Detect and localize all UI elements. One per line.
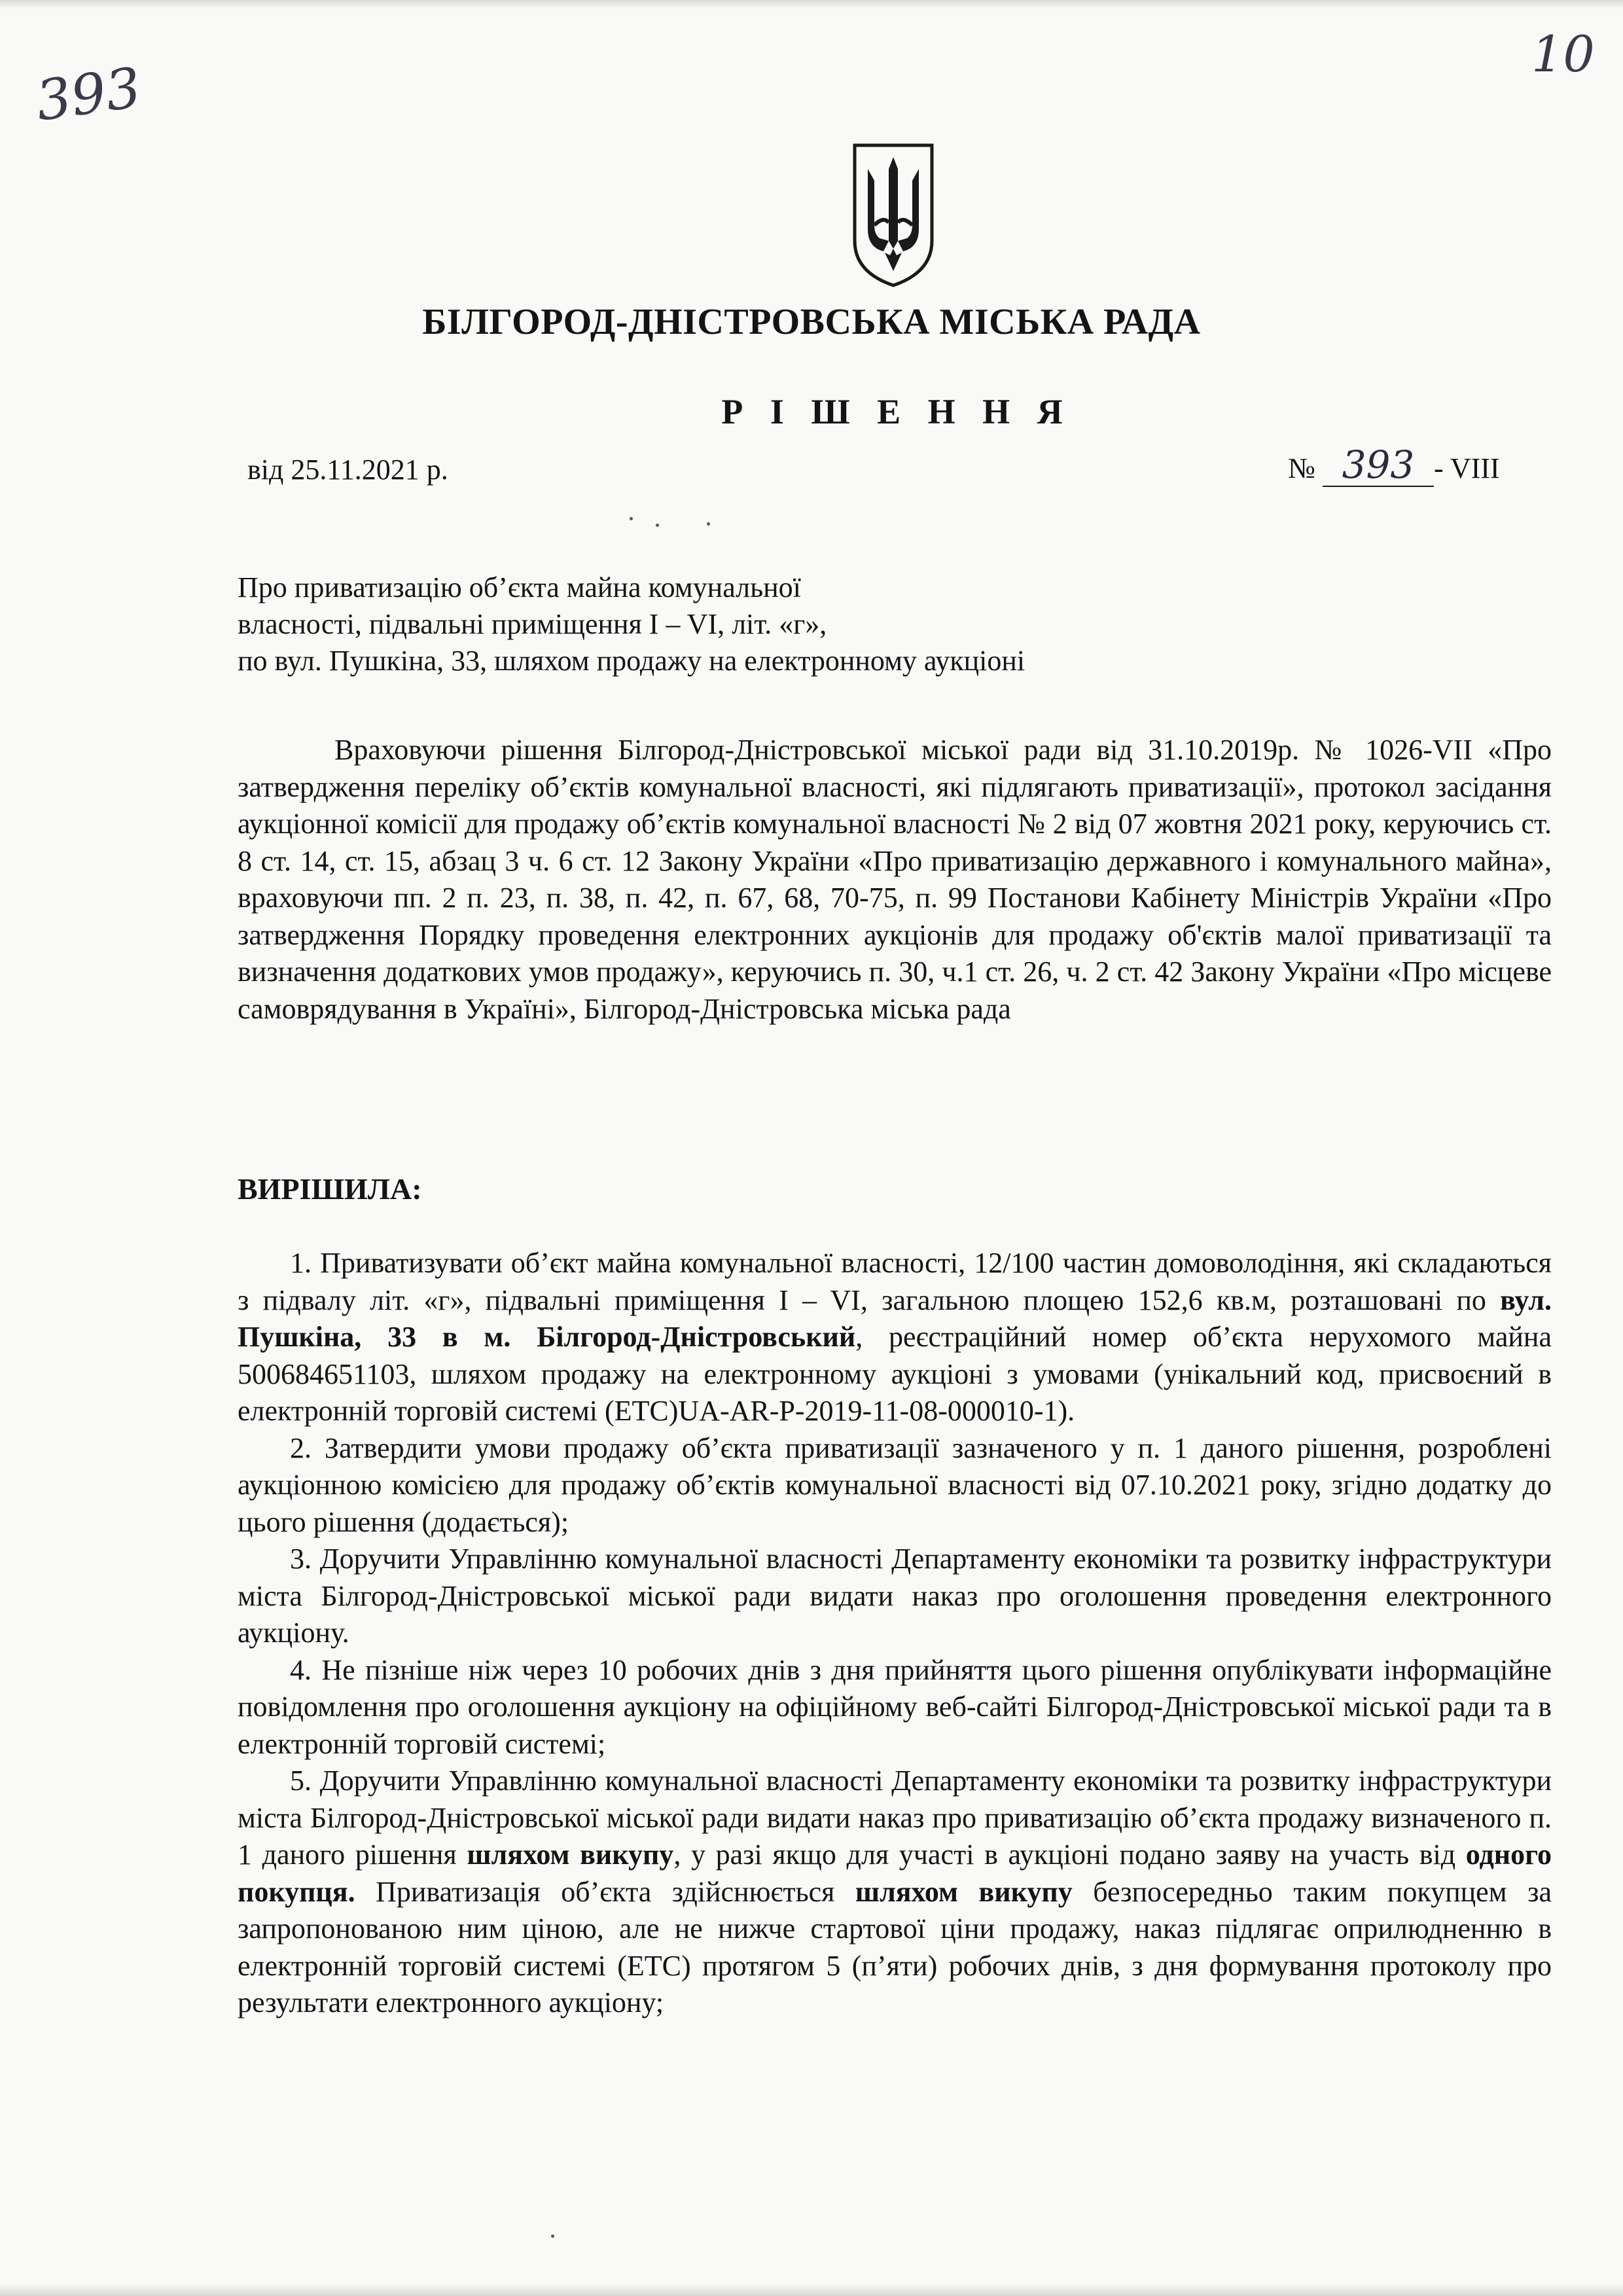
resolved-heading: ВИРІШИЛА: bbox=[238, 1172, 422, 1206]
point-bold-phrase: одного покупця. bbox=[238, 1839, 1552, 1908]
point-text: Доручити Управлінню комунальної власності Департаменту економіки та розвитку інфраструктури міста Білгород-Дністровської міської ради видати наказ про оголошення проведення електронного аукціону. bbox=[238, 1543, 1552, 1649]
decision-point-3 bbox=[238, 1541, 1552, 1652]
point-bold-address: вул. Пушкіна, 33 в м. Білгород-Дністровський bbox=[238, 1283, 1552, 1353]
point-text: Доручити Управлінню комунальної власності Департаменту економіки та розвитку інфраструктури міста Білгород-Дністровської міської ради видати наказ про приватизацію об’єкта продажу визначеного п. 1 даного рішення bbox=[238, 1765, 1552, 1871]
point-text: , у разі якщо для участі в аукціоні подано заяву на участь від bbox=[673, 1839, 1466, 1871]
point-number: 2. bbox=[290, 1431, 312, 1464]
handwritten-page-number-left: 393 bbox=[31, 55, 145, 134]
point-text: Приватизація об’єкта здійснюється bbox=[355, 1875, 855, 1908]
point-text: Не пізніше ніж через 10 робочих днів з дня прийняття цього рішення опублікувати інформаційне повідомлення про оголошення аукціону на офіційному веб-сайті Білгород-Дністровської міської ради та в електронній торговій системі; bbox=[238, 1653, 1552, 1760]
number-prefix: № bbox=[1288, 452, 1315, 484]
decision-subject bbox=[238, 569, 1025, 679]
handwritten-decision-number: 393 bbox=[1323, 444, 1434, 487]
council-name-heading: БІЛГОРОД-ДНІСТРОВСЬКА МІСЬКА РАДА bbox=[422, 302, 1201, 342]
decision-point-4 bbox=[238, 1652, 1552, 1763]
scan-speck bbox=[630, 517, 633, 520]
decision-number bbox=[1288, 444, 1500, 487]
point-number: 5. bbox=[290, 1765, 312, 1797]
scan-speck bbox=[707, 522, 710, 526]
decision-points bbox=[238, 1245, 1552, 2022]
subject-line-2: власності, підвальні приміщення I – VI, літ. «г», bbox=[238, 608, 827, 640]
point-text: безпосередньо таким покупцем за запропонованою ним ціною, але не нижче стартової ціни продажу, наказ підлягає оприлюдненню в електронній торговій системі (ЕТС) протягом 5 (п’яти) робочих днів, з дня формування протоколу про результати електронного аукціону; bbox=[238, 1875, 1552, 2018]
point-text: , реєстраційний номер об’єкта нерухомого майна 500684651103, шляхом продажу на електронному аукціоні з умовами (унікальний код, присвоєний в електронній торговій системі (ЕТС)UA-AR-P-2019-11-08-000010-1). bbox=[238, 1321, 1552, 1427]
scan-edge-top bbox=[0, 0, 1623, 9]
point-bold-phrase: шляхом викупу bbox=[467, 1839, 674, 1871]
point-text: Затвердити умови продажу об’єкта приватизації зазначеного у п. 1 даного рішення, розроблені аукціонною комісією для продажу об’єктів комунальної власності від 07.10.2021 року, згідно додатку до цього рішення (додається); bbox=[238, 1431, 1552, 1538]
point-text: Приватизувати об’єкт майна комунальної власності, 12/100 частин домоволодіння, які складаються з підвалу літ. «г», підвальні приміщення I – VI, загальною площею 152,6 кв.м, розташовані по bbox=[238, 1247, 1552, 1316]
subject-line-1: Про приватизацію об’єкта майна комунальної bbox=[238, 571, 801, 603]
subject-line-3: по вул. Пушкіна, 33, шляхом продажу на електронному аукціоні bbox=[238, 645, 1026, 677]
point-number: 3. bbox=[290, 1543, 312, 1575]
coat-of-arms-trident-icon bbox=[851, 143, 936, 288]
point-number: 4. bbox=[290, 1653, 312, 1686]
number-suffix: - VIII bbox=[1433, 452, 1500, 484]
decision-point-2 bbox=[238, 1430, 1552, 1541]
scan-edge-bottom bbox=[0, 2284, 1623, 2296]
scan-speck bbox=[656, 524, 659, 527]
point-bold-phrase: шляхом викупу bbox=[855, 1875, 1073, 1908]
decision-point-1 bbox=[238, 1245, 1552, 1430]
preamble-paragraph: Враховуючи рішення Білгород-Дністровської міської ради від 31.10.2019р. № 1026-VII «Про затвердження переліку об’єктів комунальної власності, які підлягають приватизації», протокол засідання аукціонної комісії для продажу об’єктів комунальної власності № 2 від 07 жовтня 2021 року, керуючись ст. 8 ст. 14, ст. 15, абзац 3 ч. 6 ст. 12 Закону України «Про приватизацію державного і комунального майна», враховуючи пп. 2 п. 23, п. 38, п. 42, п. 67, 68, 70-75, п. 99 Постанови Кабінету Міністрів України «Про затвердження Порядку проведення електронних аукціонів для продажу об'єктів малої приватизації та визначення додаткових умов продажу», керуючись п. 30, ч.1 ст. 26, ч. 2 ст. 42 Закону України «Про місцеве самоврядування в Україні», Білгород-Дністровська міська рада bbox=[238, 734, 1552, 1025]
document-type-heading: Р І Ш Е Н Н Я bbox=[721, 392, 1072, 431]
point-number: 1. bbox=[290, 1247, 312, 1279]
handwritten-page-number-right: 10 bbox=[1531, 25, 1595, 83]
decision-point-5 bbox=[238, 1763, 1552, 2022]
decision-date: від 25.11.2021 р. bbox=[247, 454, 448, 486]
scan-speck bbox=[551, 2234, 554, 2238]
